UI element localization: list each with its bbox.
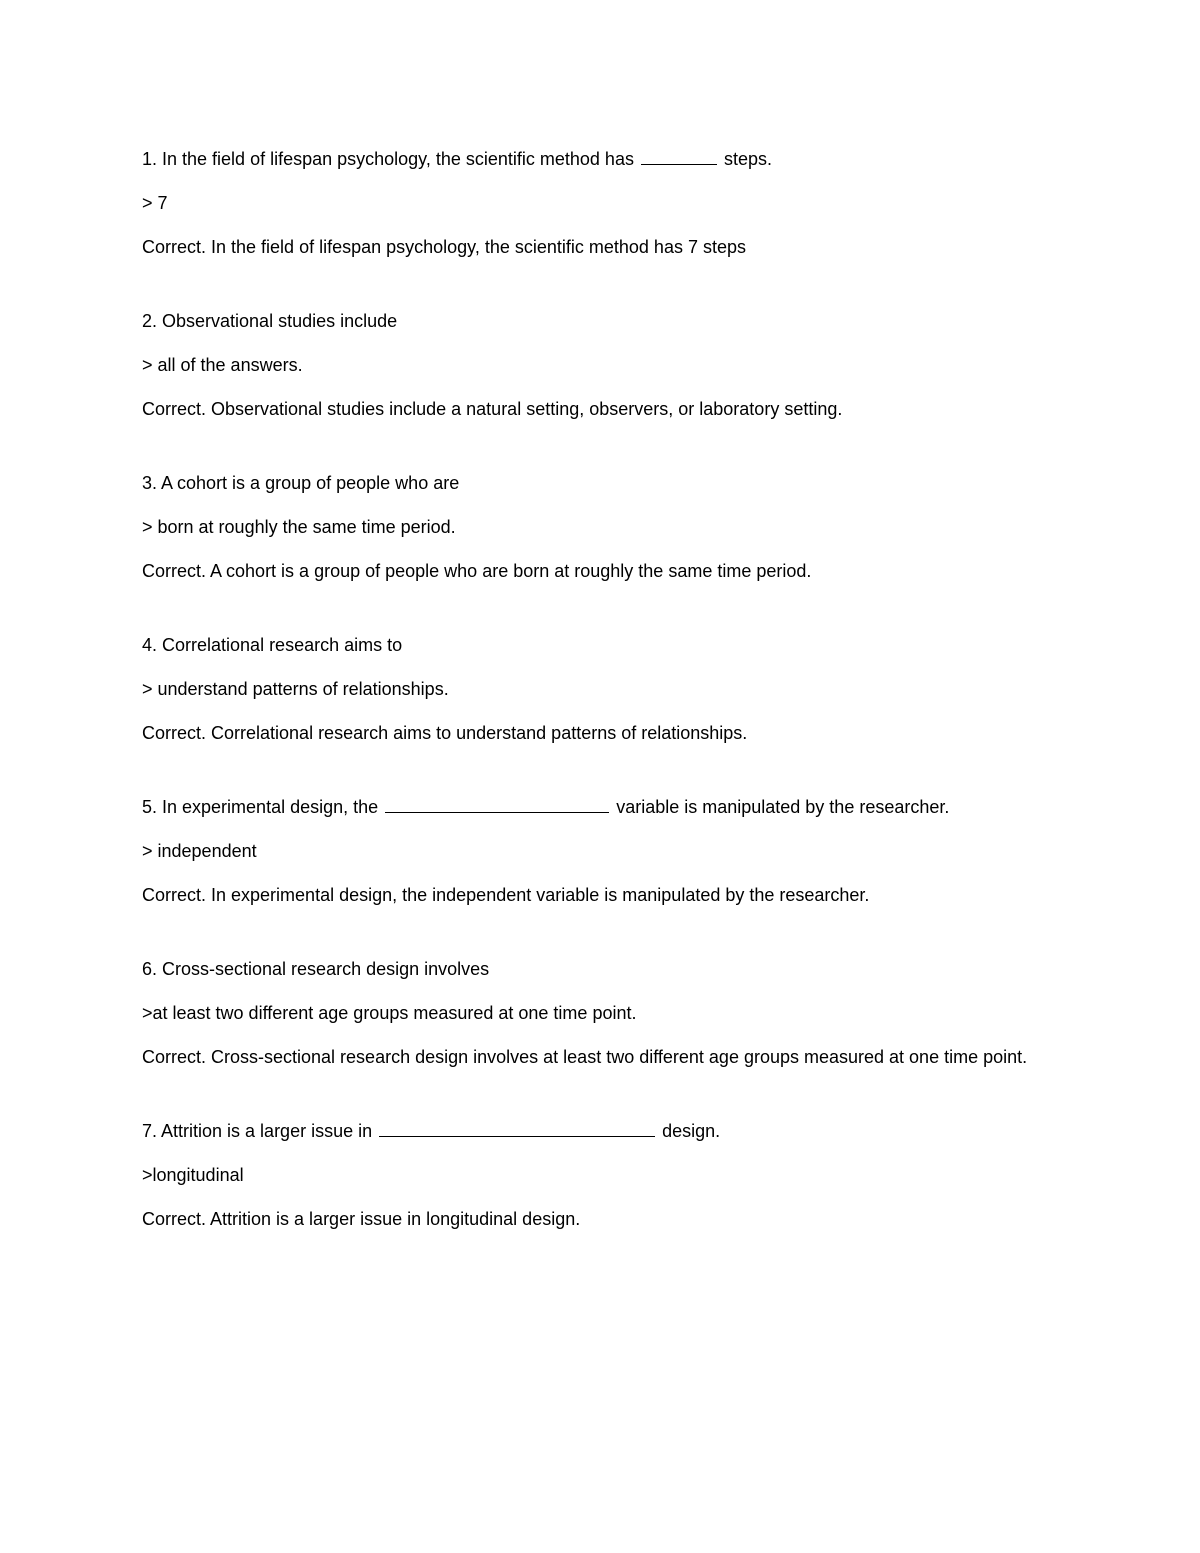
feedback-3: Correct. A cohort is a group of people who are born at roughly the same time period. xyxy=(142,561,812,581)
feedback-6: Correct. Cross-sectional research design involves at least two different age groups measured at one time point. xyxy=(142,1047,1028,1067)
question-block-7 xyxy=(142,1116,1062,1234)
answer-7: >longitudinal xyxy=(142,1165,244,1185)
answer-6: >at least two different age groups measured at one time point. xyxy=(142,1003,637,1023)
answer-2: > all of the answers. xyxy=(142,355,303,375)
question-block-6 xyxy=(142,954,1062,1072)
question-block-4 xyxy=(142,630,1062,748)
fill-in-blank-5 xyxy=(385,796,609,813)
answer-4: > understand patterns of relationships. xyxy=(142,679,449,699)
quiz-content xyxy=(142,144,1062,1278)
feedback-5: Correct. In experimental design, the independent variable is manipulated by the researcher. xyxy=(142,885,870,905)
question-7-text-before: 7. Attrition is a larger issue in xyxy=(142,1121,373,1141)
question-7-text-after: design. xyxy=(662,1121,721,1141)
feedback-7: Correct. Attrition is a larger issue in longitudinal design. xyxy=(142,1209,581,1229)
answer-1: > 7 xyxy=(142,193,168,213)
answer-3: > born at roughly the same time period. xyxy=(142,517,456,537)
question-4: 4. Correlational research aims to xyxy=(142,635,403,655)
feedback-2: Correct. Observational studies include a natural setting, observers, or laboratory setting. xyxy=(142,399,843,419)
answer-5: > independent xyxy=(142,841,257,861)
question-1 xyxy=(142,144,1062,174)
question-block-3 xyxy=(142,468,1062,586)
feedback-1: Correct. In the field of lifespan psychology, the scientific method has 7 steps xyxy=(142,237,746,257)
question-5 xyxy=(142,792,1062,822)
question-block-2 xyxy=(142,306,1062,424)
fill-in-blank-1 xyxy=(641,148,717,165)
question-block-5 xyxy=(142,792,1062,910)
question-1-text-after: steps. xyxy=(723,149,773,169)
question-2: 2. Observational studies include xyxy=(142,311,398,331)
fill-in-blank-7 xyxy=(379,1120,655,1137)
question-7 xyxy=(142,1116,1062,1146)
question-5-text-before: 5. In experimental design, the xyxy=(142,797,379,817)
question-6: 6. Cross-sectional research design involves xyxy=(142,959,490,979)
question-3: 3. A cohort is a group of people who are xyxy=(142,473,460,493)
question-5-text-after: variable is manipulated by the researcher. xyxy=(616,797,950,817)
question-block-1 xyxy=(142,144,1062,262)
feedback-4: Correct. Correlational research aims to understand patterns of relationships. xyxy=(142,723,748,743)
question-1-text-before: 1. In the field of lifespan psychology, the scientific method has xyxy=(142,149,634,169)
